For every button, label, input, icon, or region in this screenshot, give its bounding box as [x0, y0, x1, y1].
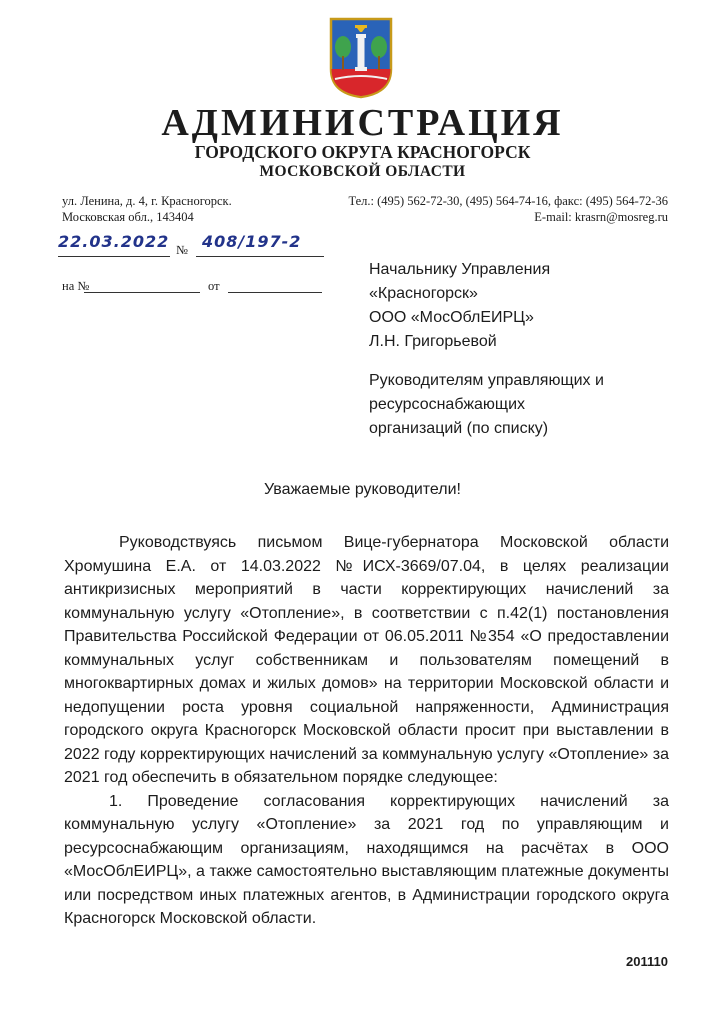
number-underline	[196, 256, 324, 257]
phone-fax-line: Тел.: (495) 562-72-30, (495) 564-74-16, факс: (495) 564-72-36	[348, 194, 668, 208]
letter-body	[64, 531, 669, 931]
reply-from-label: от	[208, 279, 220, 293]
recipient-block: Руководителям управляющих и ресурсоснабжающих организаций (по списку)	[369, 372, 604, 437]
greeting: Уважаемые руководители!	[264, 481, 461, 498]
document-code: 201110	[626, 954, 668, 969]
date-underline	[58, 256, 170, 257]
reply-to-label: на №	[62, 279, 90, 293]
list-item: 1. Проведение согласования корректирующих начислений за коммунальную услугу «Отопление» за 2021 год по управляющим и ресурсоснабжающим организациям, находящимся на расчётах в ООО «МосОблЕИРЦ», а также самостоятельно выставляющим платежные документы или посредством иных платежных агентов, в Администрации городского округа Красногорск Московской области.	[64, 792, 669, 927]
email-line: E-mail: krasrn@mosreg.ru	[534, 210, 668, 224]
recipient-block: Начальнику Управления «Красногорск» ООО «МосОблЕИРЦ» Л.Н. Григорьевой	[369, 261, 551, 350]
organization-subtitle: ГОРОДСКОГО ОКРУГА КРАСНОГОРСК	[194, 142, 531, 162]
krasnogorsk-coat-of-arms-icon	[329, 17, 393, 99]
address-street: ул. Ленина, д. 4, г. Красногорск.	[62, 194, 232, 208]
contact-info	[348, 193, 668, 225]
reply-date-underline	[228, 292, 322, 293]
postal-address	[62, 193, 232, 225]
organization-region: МОСКОВСКОЙ ОБЛАСТИ	[259, 163, 466, 180]
organization-title: АДМИНИСТРАЦИЯ	[161, 102, 564, 144]
address-region: Московская обл., 143404	[62, 210, 194, 224]
number-label: №	[176, 243, 188, 257]
body-paragraph: Руководствуясь письмом Вице-губернатора Московской области Хромушина Е.А. от 14.03.2022 №ИСХ-3669/07.04, в целях реализации антикризисных мероприятий в части корректирующих начислений за коммунальную услугу «Отопление», в соответствии с п.42(1) постановления Правительства Российской Федерации от 06.05.2011 №354 «О предоставлении коммунальных услуг собственникам и пользователям помещений в многоквартирных домах и жилых домов» на территории Московской области и недопущении роста уровня социальной напряженности, Администрация городского округа Красногорск Московской области просит при выставлении в 2022 году корректирующих начислений за коммунальную услугу «Отопление» за 2021 год обеспечить в обязательном порядке следующее:	[64, 534, 669, 786]
outgoing-date-handwritten: 22.03.2022	[58, 232, 170, 251]
outgoing-number-handwritten: 408/197-2	[202, 232, 302, 251]
reply-number-underline	[84, 292, 200, 293]
